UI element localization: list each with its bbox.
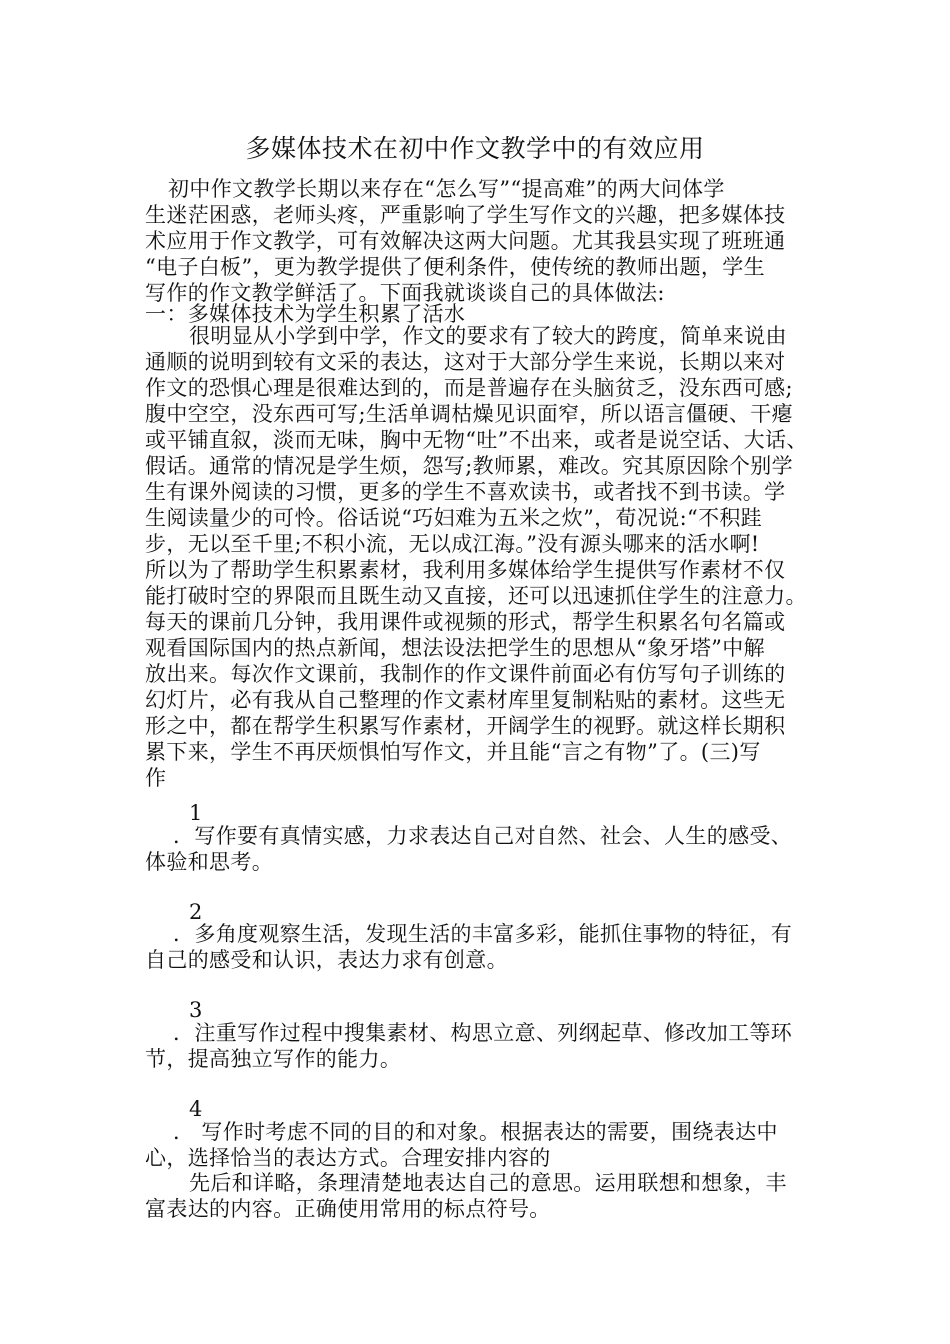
item-number: 4 xyxy=(189,1097,203,1121)
body-line: 能打破时空的界限而且既生动又直接，还可以迅速抓住学生的注意力。 xyxy=(145,584,807,608)
item-number: 2 xyxy=(189,900,203,924)
body-line: 放出来。每次作文课前，我制作的作文课件前面必有仿写句子训练的 xyxy=(145,662,786,686)
item-line: ．写作要有真情实感，力求表达自己对自然、社会、人生的感受、 xyxy=(173,824,793,848)
intro-line: 生迷茫困惑，老师头疼，严重影响了学生写作文的兴趣，把多媒体技 xyxy=(145,203,786,227)
item-number: 1 xyxy=(189,801,203,825)
closing-line: 富表达的内容。正确使用常用的标点符号。 xyxy=(145,1197,551,1221)
body-line: 所以为了帮助学生积累素材，我利用多媒体给学生提供写作素材不仅 xyxy=(145,558,786,582)
intro-line: “电子白板”，更为教学提供了便利条件，使传统的教师出题，学生 xyxy=(145,255,765,279)
body-line: 每天的课前几分钟，我用课件或视频的形式，帮学生积累名句名篇或 xyxy=(145,610,786,634)
item-line: ． 写作时考虑不同的目的和对象。根据表达的需要，围绕表达中 xyxy=(173,1120,778,1144)
section-heading: 一：多媒体技术为学生积累了活水 xyxy=(145,302,466,326)
body-line: 通顺的说明到较有文采的表达，这对于大部分学生来说，长期以来对 xyxy=(145,350,786,374)
document-title: 多媒体技术在初中作文教学中的有效应用 xyxy=(245,134,705,163)
item-number: 3 xyxy=(189,998,203,1022)
body-line: 生阅读量少的可怜。俗话说“巧妇难为五米之炊”，荀况说:“不积跬 xyxy=(145,506,763,530)
body-line: 累下来，学生不再厌烦惧怕写作文，并且能“言之有物”了。(三)写 xyxy=(145,740,761,764)
body-line: 腹中空空，没东西可写;生活单调枯燥见识面窄，所以语言僵硬、干瘪 xyxy=(145,402,793,426)
body-line: 幻灯片，必有我从自己整理的作文素材库里复制粘贴的素材。这些无 xyxy=(145,688,786,712)
body-line: 作 xyxy=(145,766,167,790)
body-line: 很明显从小学到中学，作文的要求有了较大的跨度，简单来说由 xyxy=(189,324,787,348)
item-line: 节，提高独立写作的能力。 xyxy=(145,1047,402,1071)
closing-line: 先后和详略，条理清楚地表达自己的意思。运用联想和想象，丰 xyxy=(189,1171,787,1195)
item-line: ．多角度观察生活，发现生活的丰富多彩，能抓住事物的特征，有 xyxy=(173,922,793,946)
body-line: 假话。通常的情况是学生烦，怨写;教师累，难改。究其原因除个别学 xyxy=(145,454,793,478)
body-line: 形之中，都在帮学生积累写作素材，开阔学生的视野。就这样长期积 xyxy=(145,714,786,738)
item-line: ．注重写作过程中搜集素材、构思立意、列纲起草、修改加工等环 xyxy=(173,1021,793,1045)
item-line: 自己的感受和认识，表达力求有创意。 xyxy=(145,948,508,972)
body-line: 作文的恐惧心理是很难达到的，而是普遍存在头脑贫乏，没东西可感; xyxy=(145,376,793,400)
item-line: 体验和思考。 xyxy=(145,850,274,874)
item-line: 心，选择恰当的表达方式。合理安排内容的 xyxy=(145,1146,551,1170)
body-line: 或平铺直叙，淡而无味，胸中无物“吐”不出来，或者是说空话、大话、 xyxy=(145,428,808,452)
intro-line: 写作的作文教学鲜活了。下面我就谈谈自己的具体做法: xyxy=(145,281,665,305)
body-line: 步，无以至千里;不积小流，无以成江海。”没有源头哪来的活水啊! xyxy=(145,532,760,556)
body-line: 生有课外阅读的习惯，更多的学生不喜欢读书，或者找不到书读。学 xyxy=(145,480,786,504)
intro-line: 初中作文教学长期以来存在“怎么写”“提高难”的两大问体学 xyxy=(168,177,725,201)
body-line: 观看国际国内的热点新闻，想法设法把学生的思想从“象牙塔”中解 xyxy=(145,636,765,660)
intro-line: 术应用于作文教学，可有效解决这两大问题。尤其我县实现了班班通 xyxy=(145,229,786,253)
